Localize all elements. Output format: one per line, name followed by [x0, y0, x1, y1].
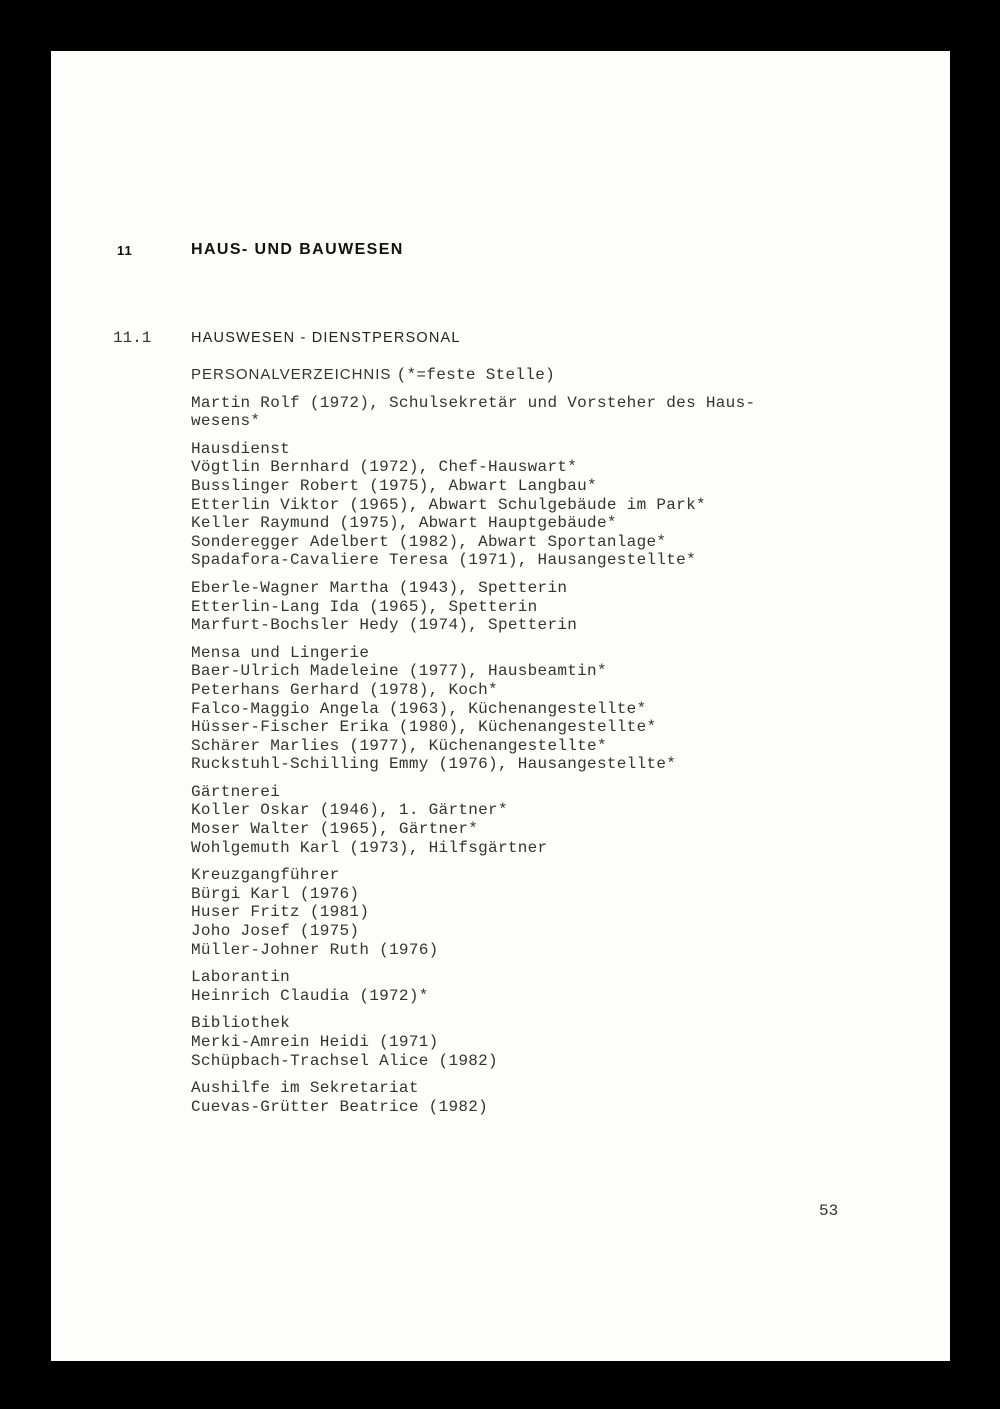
staff-groups — [191, 440, 891, 1117]
staff-group — [191, 968, 891, 1005]
staff-entry: Heinrich Claudia (1972)* — [191, 986, 429, 1005]
staff-entry: Cuevas-Grütter Beatrice (1982) — [191, 1097, 489, 1116]
section-number: 11.1 — [113, 329, 152, 347]
staff-group — [191, 644, 891, 774]
staff-entry: Etterlin Viktor (1965), Abwart Schulgebäude im Park* — [191, 495, 706, 514]
staff-entry: Falco-Maggio Angela (1963), Küchenangestellte* — [191, 699, 647, 718]
lead-entry — [191, 394, 891, 431]
staff-entry: Joho Josef (1975) — [191, 922, 360, 941]
staff-entry: Busslinger Robert (1975), Abwart Langbau* — [191, 476, 597, 495]
document-page — [51, 51, 950, 1361]
staff-entry: Koller Oskar (1946), 1. Gärtner* — [191, 801, 508, 820]
list-heading-note: (*=feste Stelle) — [396, 366, 556, 384]
staff-entry: Wohlgemuth Karl (1973), Hilfsgärtner — [191, 838, 548, 857]
group-heading: Gärtnerei — [191, 782, 281, 801]
page-number: 53 — [819, 1202, 839, 1220]
staff-entry: Peterhans Gerhard (1978), Koch* — [191, 680, 498, 699]
staff-group — [191, 1014, 891, 1070]
staff-group — [191, 866, 891, 959]
staff-entry: Marfurt-Bochsler Hedy (1974), Spetterin — [191, 616, 578, 635]
group-heading: Mensa und Lingerie — [191, 643, 370, 662]
chapter-number: 11 — [117, 243, 133, 258]
staff-entry: Ruckstuhl-Schilling Emmy (1976), Hausangestellte* — [191, 755, 677, 774]
group-heading: Aushilfe im Sekretariat — [191, 1079, 419, 1098]
staff-entry: Hüsser-Fischer Erika (1980), Küchenangestellte* — [191, 718, 657, 737]
staff-entry: Sonderegger Adelbert (1982), Abwart Sportanlage* — [191, 532, 667, 551]
staff-entry: Baer-Ulrich Madeleine (1977), Hausbeamtin* — [191, 662, 607, 681]
staff-entry: Moser Walter (1965), Gärtner* — [191, 820, 479, 839]
staff-group — [191, 783, 891, 857]
staff-entry: Schüpbach-Trachsel Alice (1982) — [191, 1051, 498, 1070]
group-heading: Laborantin — [191, 968, 291, 987]
staff-entry: Spadafora-Cavaliere Teresa (1971), Hausangestellte* — [191, 551, 696, 570]
list-heading — [191, 366, 891, 385]
staff-entry: Müller-Johner Ruth (1976) — [191, 940, 439, 959]
list-heading-label: PERSONALVERZEICHNIS — [191, 366, 392, 383]
staff-entry: Etterlin-Lang Ida (1965), Spetterin — [191, 597, 538, 616]
staff-entry: Bürgi Karl (1976) — [191, 884, 360, 903]
chapter-title: HAUS- UND BAUWESEN — [191, 241, 404, 258]
group-heading: Kreuzgangführer — [191, 866, 340, 885]
group-heading: Bibliothek — [191, 1014, 291, 1033]
staff-entry: Merki-Amrein Heidi (1971) — [191, 1033, 439, 1051]
staff-entry: Schärer Marlies (1977), Küchenangestellte* — [191, 736, 607, 755]
lead-line: wesens* — [191, 412, 261, 431]
staff-group — [191, 440, 891, 570]
staff-group — [191, 1079, 891, 1116]
personnel-list — [191, 366, 891, 1125]
staff-entry: Keller Raymund (1975), Abwart Hauptgebäude* — [191, 514, 617, 533]
staff-entry: Huser Fritz (1981) — [191, 903, 370, 922]
staff-entry: Eberle-Wagner Martha (1943), Spetterin — [191, 578, 568, 597]
group-heading: Hausdienst — [191, 439, 291, 458]
staff-group — [191, 579, 891, 635]
section-title: HAUSWESEN - DIENSTPERSONAL — [191, 330, 461, 346]
staff-entry: Vögtlin Bernhard (1972), Chef-Hauswart* — [191, 458, 578, 477]
lead-line: Martin Rolf (1972), Schulsekretär und Vorsteher des Haus- — [191, 393, 756, 412]
